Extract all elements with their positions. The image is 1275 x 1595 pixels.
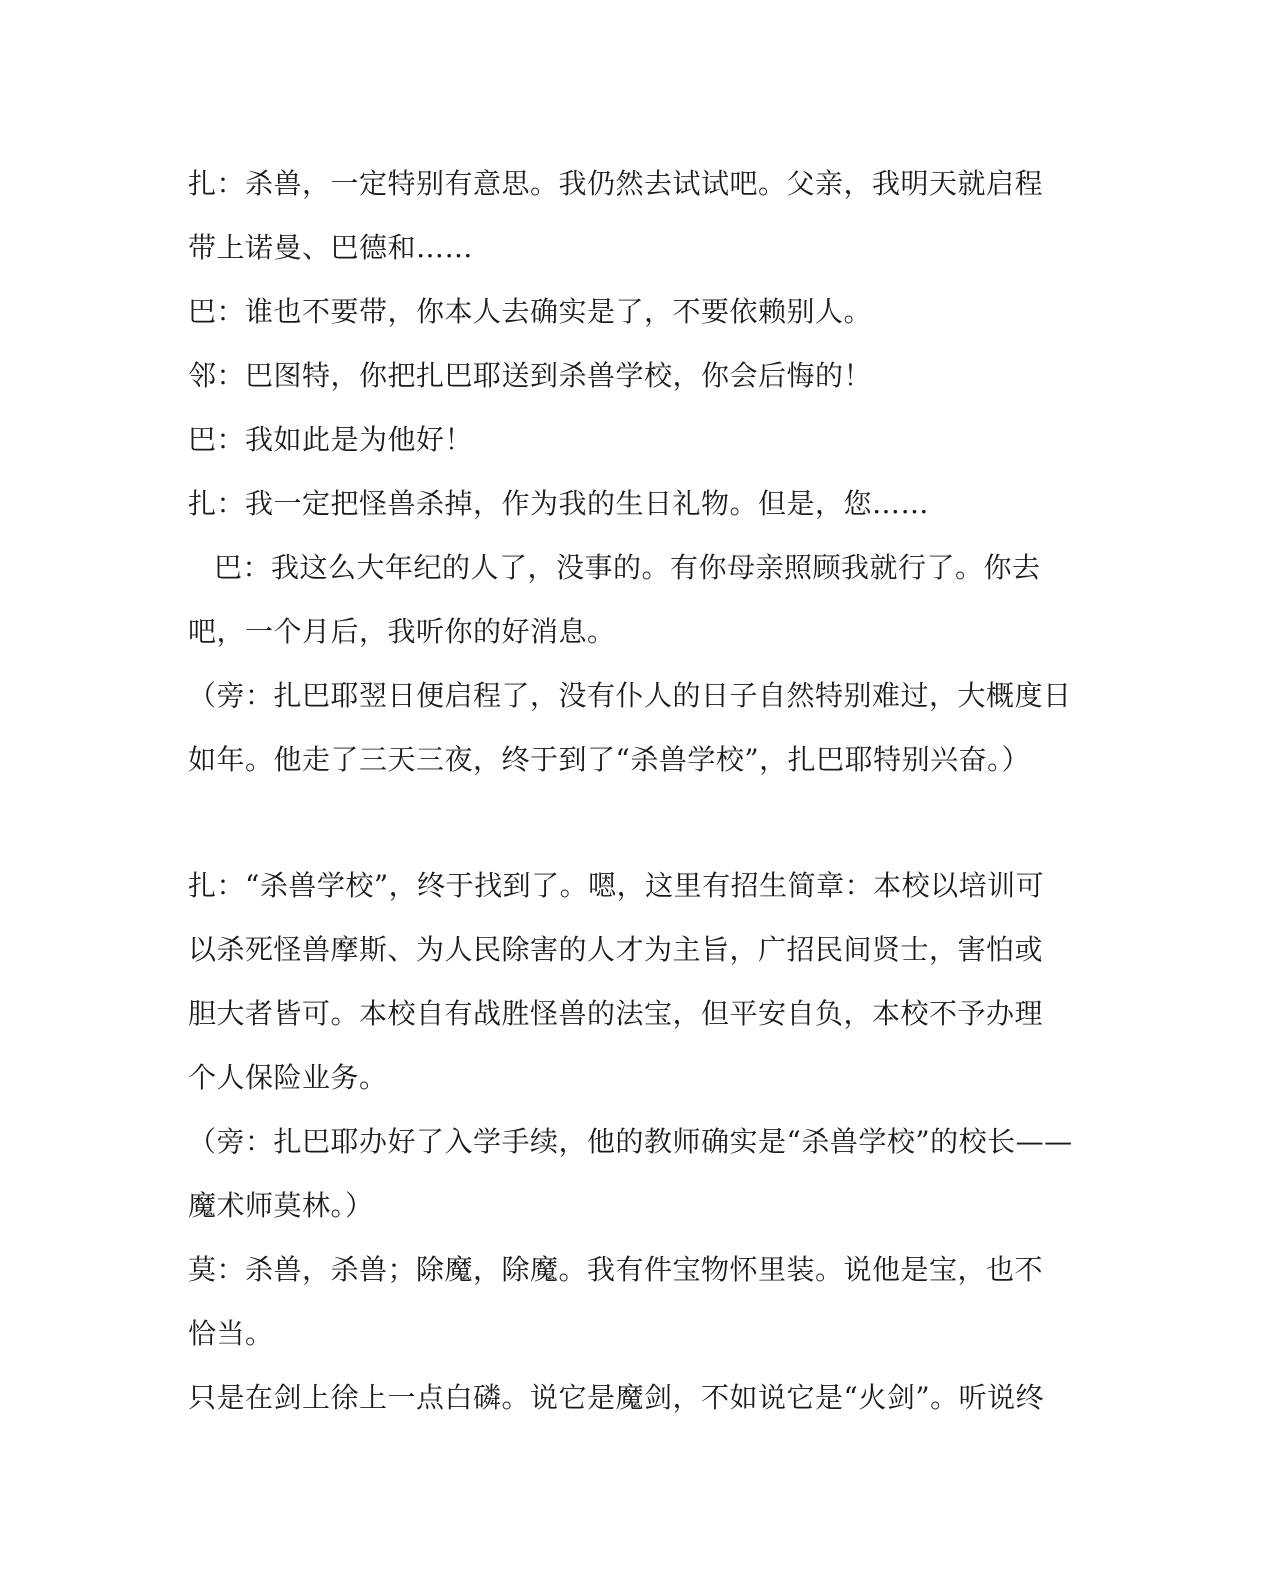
text-line: 巴：谁也不要带，你本人去确实是了，不要依赖别人。 [188,295,873,328]
text-line: （旁：扎巴耶翌日便启程了，没有仆人的日子自然特别难过，大概度日 [188,679,1072,712]
text-line: 邻：巴图特，你把扎巴耶送到杀兽学校，你会后悔的！ [188,359,873,392]
text-line: 扎：“杀兽学校”，终于找到了。嗯，这里有招生简章：本校以培训可 [188,869,1045,902]
text-line: 巴：我如此是为他好！ [188,423,474,456]
text-line: 扎：杀兽，一定特别有意思。我仍然去试试吧。父亲，我明天就启程 [188,167,1044,200]
text-line: 以杀死怪兽摩斯、为人民除害的人才为主旨，广招民间贤士，害怕或 [188,933,1044,966]
text-line: 如年。他走了三天三夜，终于到了“杀兽学校”，扎巴耶特别兴奋。） [188,743,1031,776]
text-line: 带上诺曼、巴德和…… [188,231,474,264]
text-line: 吧，一个月后，我听你的好消息。 [188,615,616,648]
text-line: 莫：杀兽，杀兽；除魔，除魔。我有件宝物怀里装。说他是宝，也不 [188,1253,1044,1286]
text-line: 个人保险业务。 [188,1061,388,1094]
text-line: 巴：我这么大年纪的人了，没事的。有你母亲照顾我就行了。你去 [214,551,1041,584]
text-line: 恰当。 [188,1317,274,1350]
text-line: 只是在剑上徐上一点白磷。说它是魔剑，不如说它是“火剑”。听说终 [188,1381,1045,1414]
text-line: 魔术师莫林。） [188,1189,374,1222]
text-line: 胆大者皆可。本校自有战胜怪兽的法宝，但平安自负，本校不予办理 [188,997,1044,1030]
text-line: （旁：扎巴耶办好了入学手续，他的教师确实是“杀兽学校”的校长—— [188,1125,1073,1158]
text-line: 扎：我一定把怪兽杀掉，作为我的生日礼物。但是，您…… [188,487,930,520]
